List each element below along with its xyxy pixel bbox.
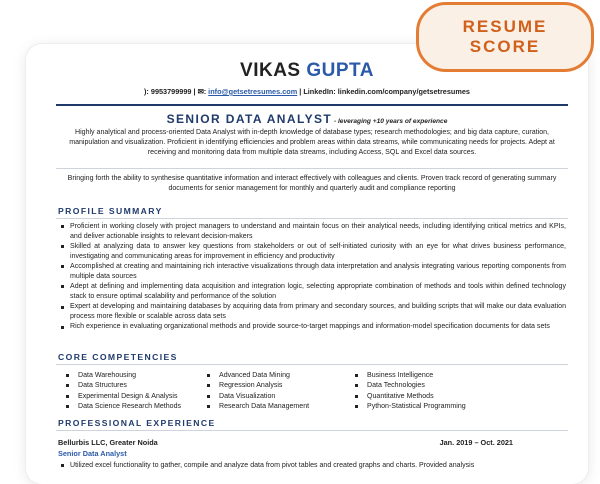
company-name: Bellurbis LLC, Greater Noida <box>58 438 158 447</box>
linkedin-label: LinkedIn: <box>303 87 336 96</box>
resume-score-badge[interactable] <box>416 2 594 72</box>
profile-summary-list <box>58 222 566 333</box>
list-item: Skilled at analyzing data to answer key questions from stakeholders or out of self-initiated curiosity with an eye for what drives business performance, investigating and communicating areas for improvement in efficiency and productivity <box>58 242 566 262</box>
job-role: Senior Data Analyst <box>58 449 127 458</box>
job-title-tagline: - leveraging +10 years of experience <box>332 118 448 125</box>
list-item: Proficient in working closely with project managers to understand and maintain focus on their analytical needs, including identifying critical metrics and KPIs, and deliver actionable insights to relevant decision-makers <box>58 222 566 242</box>
summary-divider <box>56 168 568 169</box>
competencies-column-2 <box>205 371 309 412</box>
list-item: Data Visualization <box>205 392 309 402</box>
list-item: Data Technologies <box>353 381 466 391</box>
list-item: Adept at defining and implementing data acquisition and integration logic, selecting appropriate combination of methods and tools within defined technology stack to ensure optimal scalability and performance of the solution <box>58 282 566 302</box>
job-title <box>26 110 588 128</box>
list-item: Rich experience in evaluating organizational methods and provide source-to-target mappings and information-model specification documents for data sets <box>58 322 566 332</box>
list-item: Data Warehousing <box>64 371 181 381</box>
list-item: Python-Statistical Programming <box>353 402 466 412</box>
list-item: Expert at developing and maintaining databases by acquiring data from primary and secondary sources, and building scripts that will make our data evaluation process more flexible or scalable across data sets <box>58 302 566 322</box>
separator: | <box>193 87 198 96</box>
list-item: Business Intelligence <box>353 371 466 381</box>
core-competencies-heading: CORE COMPETENCIES <box>58 352 178 362</box>
first-name: VIKAS <box>240 60 301 81</box>
job-title-role: SENIOR DATA ANALYST <box>166 112 333 126</box>
mail-icon: ✉: <box>197 87 207 96</box>
job-dates: Jan. 2019 – Oct. 2021 <box>439 438 513 447</box>
header-divider <box>56 104 568 106</box>
competencies-column-3 <box>353 371 466 412</box>
profile-summary-divider <box>56 218 568 219</box>
list-item: Research Data Management <box>205 402 309 412</box>
summary-paragraph-1: Highly analytical and process-oriented Data Analyst with in-depth knowledge of database types; research methodologies; and big data capture, curation, manipulation and visualization. Proficient in identifying efficiencies and problem areas within data streams, while communicating needs for projects. Adept at receiving and monitoring data from multiple data streams, including Access, SQL and Excel data sources. <box>69 129 555 157</box>
email-link[interactable]: info@getsetresumes.com <box>208 87 298 96</box>
list-item: Regression Analysis <box>205 381 309 391</box>
list-item: Quantitative Methods <box>353 392 466 402</box>
professional-experience-heading: PROFESSIONAL EXPERIENCE <box>58 418 216 428</box>
badge-line-1: RESUME <box>462 17 548 36</box>
core-competencies-divider <box>56 364 568 365</box>
experience-list <box>58 461 566 471</box>
last-name: GUPTA <box>306 60 374 81</box>
professional-experience-divider <box>56 430 568 431</box>
phone-number: ): 9953799999 <box>144 87 192 96</box>
summary-paragraph-2: Bringing forth the ability to synthesise quantitative information and interact effectively with colleagues and clients. Proven track record of generating summary documents for senior management for monthly and quarterly audit and compliance reporting <box>67 175 557 193</box>
list-item: Accomplished at creating and maintaining rich interactive visualizations through data interpretation and analysis integrating various reporting components from multiple data sources <box>58 262 566 282</box>
list-item: Utilized excel functionality to gather, compile and analyze data from pivot tables and created graphs and charts. Provided analysis <box>58 461 566 471</box>
list-item: Advanced Data Mining <box>205 371 309 381</box>
linkedin-link[interactable]: linkedin.com/company/getsetresumes <box>337 87 470 96</box>
list-item: Data Science Research Methods <box>64 402 181 412</box>
separator: | <box>299 87 304 96</box>
resume-document <box>26 44 588 484</box>
competencies-column-1 <box>64 371 181 412</box>
list-item: Data Structures <box>64 381 181 391</box>
list-item: Experimental Design & Analysis <box>64 392 181 402</box>
profile-summary-heading: PROFILE SUMMARY <box>58 206 163 216</box>
contact-line <box>26 87 588 96</box>
badge-line-2: SCORE <box>469 37 541 56</box>
